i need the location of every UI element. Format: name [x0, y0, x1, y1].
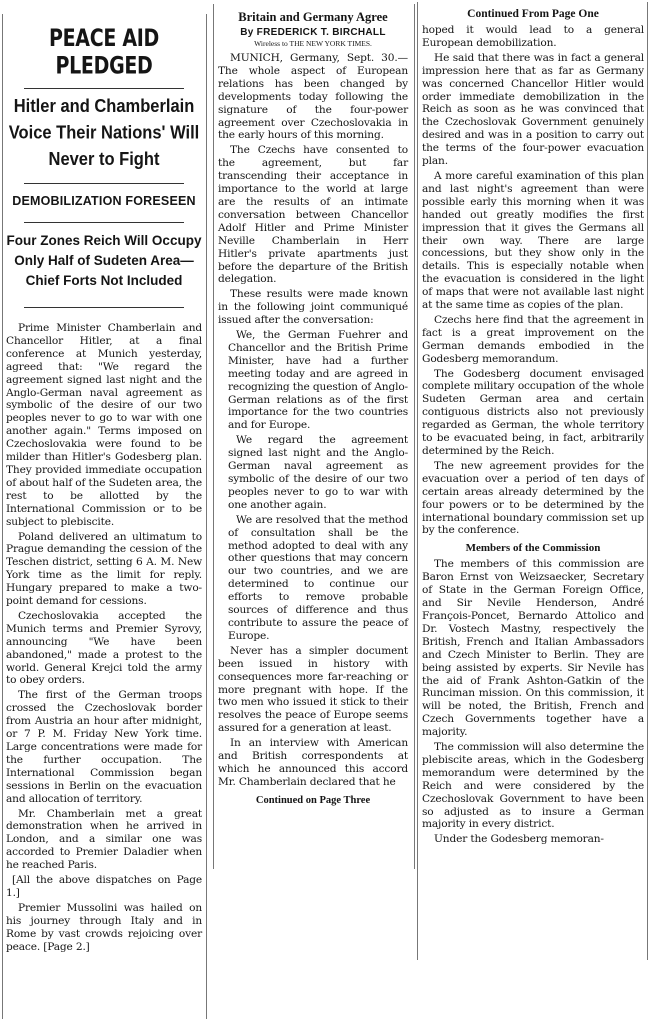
col1-paragraph: Czechoslovakia accepted the Munich terms and Premier Syrovy, announcing "We have been abandoned," made a protest to the world. General Krejci told the army to obey orders. — [6, 609, 202, 687]
deck-2: DEMOBILIZATION FORESEEN — [12, 194, 196, 208]
column-1 — [6, 0, 202, 956]
col1-paragraph: [All the above dispatches on Page 1.] — [6, 874, 202, 899]
deck-rule-2 — [24, 222, 184, 223]
col3-paragraph: The commission will also determine the plebiscite areas, which in the Godesberg memorandum were determined by the Reich and were considered by the Czechoslovak Government to have been so adjusted as to insure a German majority in every district. — [422, 741, 644, 831]
col3-paragraph: A more careful examination of this plan and last night's agreement than were possible early this morning when it was handed out greatly modifies the first impression that it gives the Germans all their own way. There are large concessions, but they show only in the details. This is especially notable when the evacuation is considered in the light of maps that were not available last night at the same time as copies of the plan. — [422, 169, 644, 312]
col1-paragraph: Prime Minister Chamberlain and Chancellor Hitler, at a final conference at Munich yesterday, agreed that: "We regard the agreement signed last night and the Anglo-German naval agreement as symbolic of the desire of our two peoples never to go to war with one another again." Terms imposed on Czechoslovakia were found to be milder than Hitler's Godesberg plan. They provided immediate occupation of about half of the Sudeten area, the rest to be allotted by the International Commission or to be subject to plebiscite. — [6, 322, 202, 528]
column3-headline: Continued From Page One — [467, 8, 599, 20]
col3-paragraph: Under the Godesberg memoran- — [434, 833, 604, 846]
deck-rule-3 — [24, 307, 184, 308]
main-headline: PEACE AID PLEDGED — [49, 24, 159, 80]
col3-paragraph: Czechs here find that the agreement in fact is a great improvement on the German demands embodied in the Godesberg memorandum. — [422, 313, 644, 365]
col1-paragraph: Poland delivered an ultimatum to Prague demanding the cession of the Teschen district, setting 6 A. M. New York time as the limit for reply. Hungary prepared to make a two-point demand for cessions. — [6, 530, 202, 608]
col3-paragraph: hoped it would lead to a general European demobilization. — [422, 24, 644, 49]
commission-subhead: Members of the Commission — [465, 542, 601, 555]
deck-1: Hitler and Chamberlain Voice Their Nations' Will Never to Fight — [8, 96, 200, 170]
deck-rule-1 — [24, 183, 184, 184]
column2-headline: Britain and Germany Agree — [238, 10, 388, 24]
column-2 — [218, 10, 408, 806]
col2-paragraph: In an interview with American and British correspondents at which he announced this accord Mr. Chamberlain declared that he — [218, 737, 408, 788]
col2-quote-paragraph: We, the German Fuehrer and Chancellor and the British Prime Minister, have had a further meeting today and are agreed in recognizing the question of Anglo-German relations as of the first importance for the two countries and for Europe. — [228, 329, 408, 432]
deck-3: Four Zones Reich Will Occupy Only Half of Sudeten Area— Chief Forts Not Included — [6, 233, 202, 288]
col1-paragraph: The first of the German troops crossed the Czechoslovak border from Austria an hour after midnight, or 7 P. M. Friday New York time. Large concentrations were made for the further occupation. The International Commission began sessions in Berlin on the evacuation and allocation of territory. — [6, 689, 202, 805]
col2-paragraph: MUNICH, Germany, Sept. 30.— The whole aspect of European relations has been changed by developments today following the signature of the four-power agreement over Czechoslovakia in the early hours of this morning. — [218, 52, 408, 142]
col1-paragraph: Premier Mussolini was hailed on his journey through Italy and in Rome by vast crowds rejoicing over peace. [Page 2.] — [6, 901, 202, 953]
col3-paragraph: He said that there was in fact a general impression here that as far as Germany was concerned Chancellor Hitler would order immediate demobilization in the Reich as soon as he was convinced that the Czechoslovak Government genuinely desired and was in a position to carry out the terms of the four-power evacuation plan. — [422, 51, 644, 168]
col3-paragraph: The Godesberg document envisaged complete military occupation of the whole Sudeten German area and certain contiguous districts also not previously regarded as German, the whole territory to be evacuated being, in fact, arbitrarily determined by the Reich. — [422, 367, 644, 457]
col2-quote-paragraph: We are resolved that the method of consultation shall be the method adopted to deal with any other questions that may concern our two countries, and we are determined to continue our efforts to remove probable sources of difference and thus contribute to assure the peace of Europe. — [228, 513, 408, 642]
col3-paragraph: The members of this commission are Baron Ernst von Weizsaecker, Secretary of State in the German Foreign Office, and Sir Nevile Henderson, André François-Poncet, Bernardo Attolico and Dr. Vostech Mastny, respectively the British, French and Italian Ambassadors and Czech Minister to Berlin. They are being assisted by experts. Sir Nevile has the aid of Frank Ashton-Gatkin of the Runciman mission. On this commission, it will be noted, the British, French and Czech Governments together have a majority. — [422, 558, 644, 739]
col3-paragraph: The new agreement provides for the evacuation over a period of ten days of certain areas already determined by the four powers or to be determined by the international boundary commission set up by the conference. — [422, 459, 644, 537]
col2-paragraph: Never has a simpler document been issued in history with consequences more far-reaching or more pregnant with hope. If the two men who issued it stick to their resolves the peace of Europe seems assured for a generation at least. — [218, 644, 408, 735]
continued-line: Continued on Page Three — [255, 794, 371, 806]
headline-rule — [24, 88, 184, 89]
column-3 — [422, 8, 644, 848]
byline: By FREDERICK T. BIRCHALL — [240, 27, 386, 38]
col2-paragraph: These results were made known in the following joint communiqué issued after the conversation: — [218, 288, 408, 327]
col1-paragraph: Mr. Chamberlain met a great demonstration when he arrived in London, and a similar one was accorded to Premier Daladier when he reached Paris. — [6, 807, 202, 872]
wireless-credit: Wireless to THE NEW YORK TIMES. — [254, 39, 372, 48]
col2-quote-paragraph: We regard the agreement signed last night and the Anglo-German naval agreement as symbolic of the desire of our two peoples never to go to war with one another again. — [228, 434, 408, 511]
col2-paragraph: The Czechs have consented to the agreement, but far transcending their acceptance in importance to the world at large are the results of an intimate conversation between Chancellor Adolf Hitler and Prime Minister Neville Chamberlain in Herr Hitler's private apartments just before the departure of the British delegation. — [218, 144, 408, 286]
